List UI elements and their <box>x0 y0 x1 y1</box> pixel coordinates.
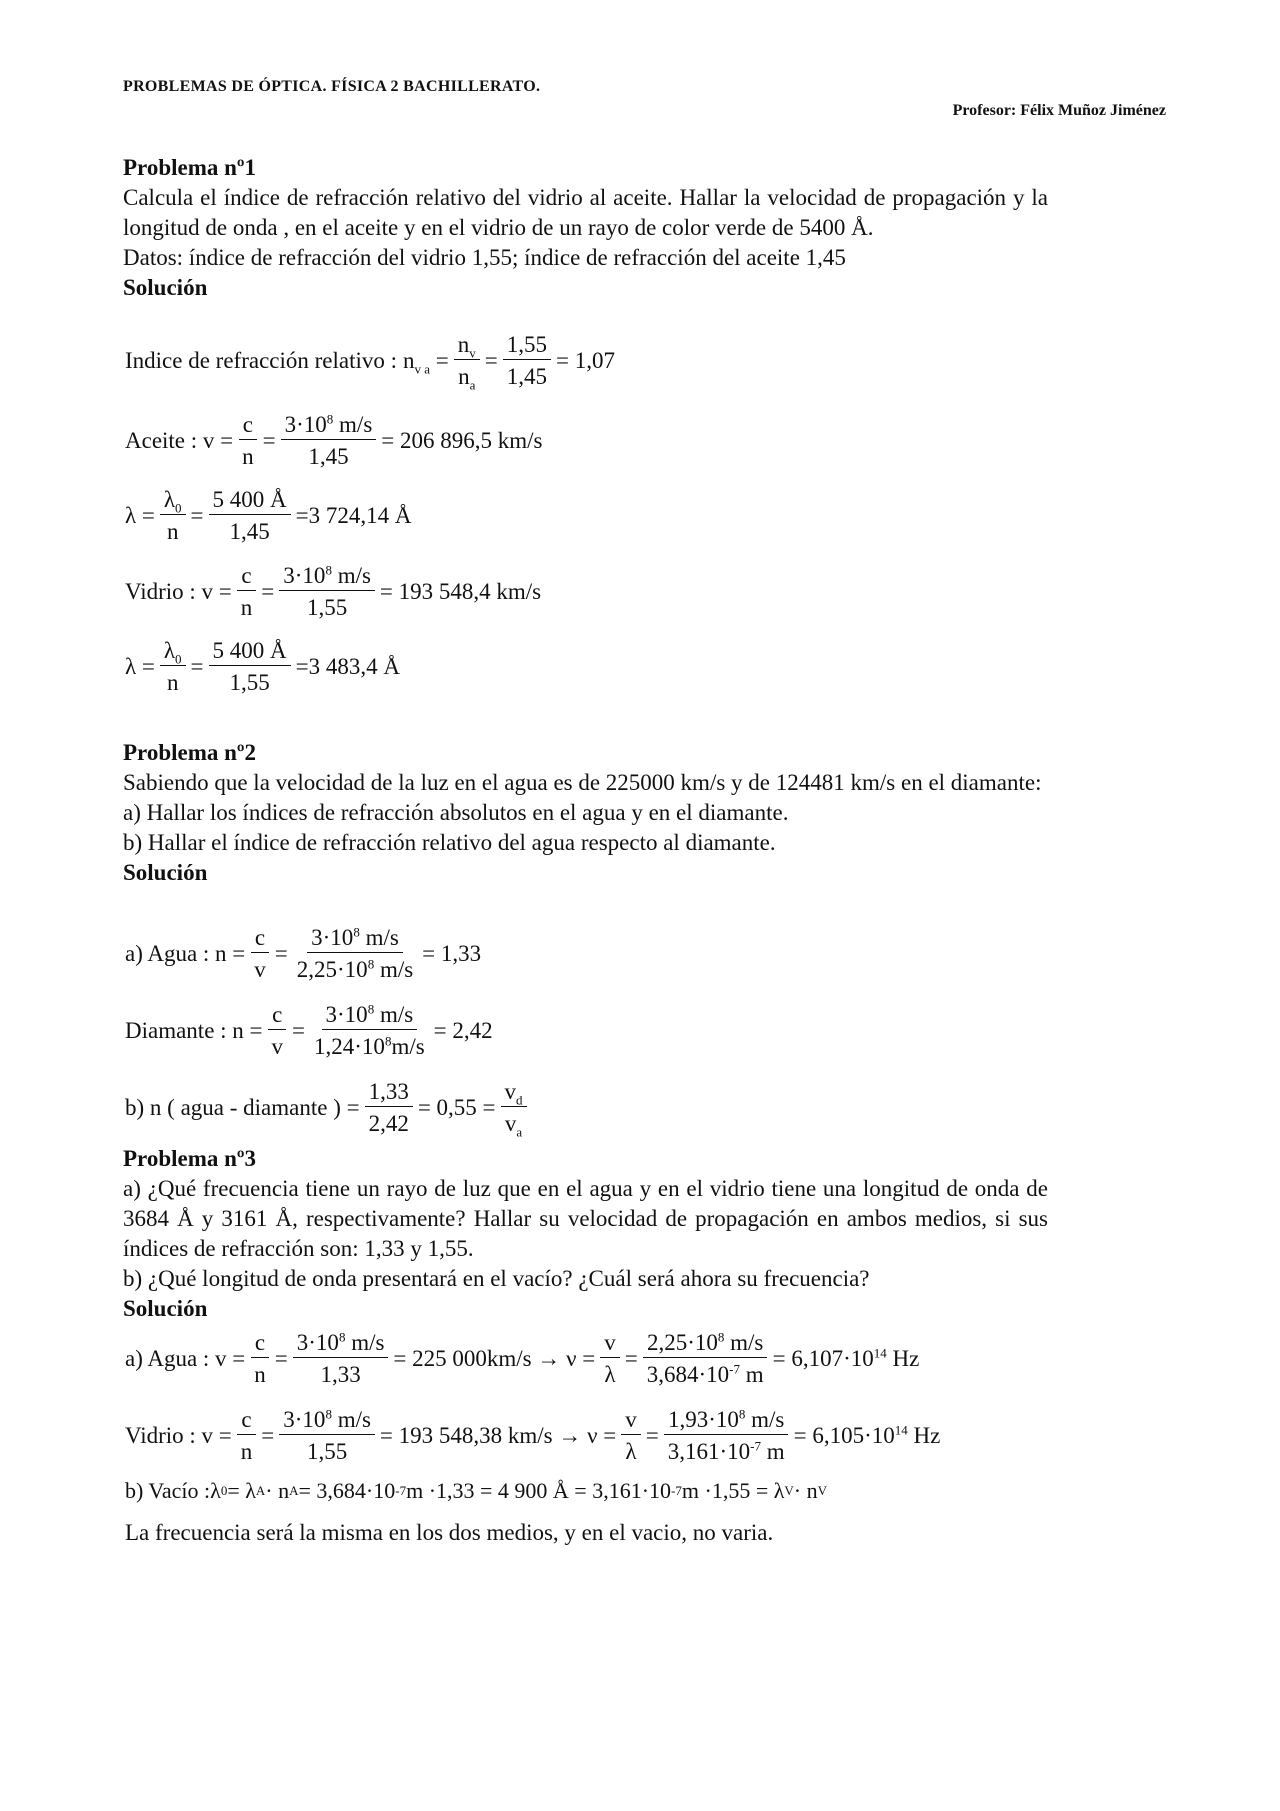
fraction: $\frac{c}{v}$ <box>268 1003 288 1058</box>
fraction: $\frac{\lambda_0}{n}$ <box>160 639 186 694</box>
eq-label: Diamante : n = <box>125 1017 263 1043</box>
eq-label: λ = <box>125 502 155 528</box>
fraction: $\frac{3\cdot 10^8 m/s}{1,24\cdot 10^8m/s}$ <box>314 1001 425 1059</box>
eq-intermediate: = 225 000km/s → ν = <box>393 1345 596 1371</box>
eq-result: = 2,42 <box>433 1017 493 1043</box>
fraction: $\frac{3\cdot 10^8 m/s}{1,33}$ <box>293 1331 389 1386</box>
problem-2-part-b: b) Hallar el índice de refracción relativo del agua respecto al diamante. <box>123 830 776 855</box>
problem-1-solution-label: Solución <box>123 275 208 300</box>
eq-result: =3 724,14 Å <box>295 502 412 528</box>
equation-relative-index: Indice de refracción relativo : $n_{v a}$ = $\frac{n_v}{n_a}$ = $\frac{1,55}{1,45}$ = 1,07 <box>125 332 615 393</box>
fraction: $\frac{1,55}{1,45}$ <box>503 333 551 388</box>
document-header-title: PROBLEMAS DE ÓPTICA. FÍSICA 2 BACHILLERATO. <box>123 78 541 95</box>
equation-diamond-index: Diamante : n = $\frac{c}{v}$ = $\frac{3\cdot 10^8 m/s}{1,24\cdot 10^8m/s}$ = 2,42 <box>125 1001 493 1059</box>
fraction: $\frac{c}{n}$ <box>250 1331 270 1386</box>
eq-result: = 0,55 = <box>417 1094 496 1120</box>
eq-label: b) n ( agua - diamante ) = <box>125 1094 360 1120</box>
problem-2-heading: Problema nº2 <box>123 740 257 765</box>
eq-label: a) Agua : v = <box>125 1345 246 1371</box>
problem-3-statement <box>123 1144 1048 1324</box>
fraction: $\frac{c}{n}$ <box>237 1408 257 1463</box>
eq-result: = 193 548,4 km/s <box>379 578 542 604</box>
professor-name: Profesor: Félix Muñoz Jiménez <box>952 102 1166 119</box>
fraction: $\frac{1,33}{2,42}$ <box>365 1080 413 1135</box>
equation-glass-wavelength: λ = $\frac{\lambda_0}{n}$ = $\frac{5 400 Å}{1,55}$ =3 483,4 Å <box>125 638 400 695</box>
fraction: $\frac{1,93\cdot 10^8 m/s}{3,161\cdot 10^{-7} m}$ <box>664 1408 789 1463</box>
eq-label: λ = <box>125 653 155 679</box>
problem-3-heading: Problema nº3 <box>123 1146 257 1171</box>
fraction: $\frac{2,25\cdot 10^8 m/s}{3,684\cdot 10^{-7} m}$ <box>643 1331 768 1386</box>
fraction: $\frac{3\cdot 10^8 m/s}{2,25\cdot 10^8 m/s}$ <box>296 924 414 982</box>
equation-glass-velocity: Vidrio : v = $\frac{c}{n}$ = $\frac{3\cdot 10^8 m/s}{1,55}$ = 193 548,4 km/s <box>125 562 542 620</box>
equation-relative-water-diamond <box>125 1079 532 1140</box>
eq-result: = 1,33 <box>422 940 482 966</box>
problem-2-solution-label: Solución <box>123 860 208 885</box>
eq-label: Vidrio : v = <box>125 1422 232 1448</box>
fraction: $\frac{n_v}{n_a}$ <box>454 333 480 388</box>
fraction: $\frac{\lambda_0}{n}$ <box>160 488 186 543</box>
equation-oil-velocity: Aceite : v = $\frac{c}{n}$ = $\frac{3\cdot 10^8 m/s}{1,45}$ = 206 896,5 km/s <box>125 411 543 469</box>
problem-3-part-b: b) ¿Qué longitud de onda presentará en el vacío? ¿Cuál será ahora su frecuencia? <box>123 1266 870 1291</box>
eq-intermediate: = 193 548,38 km/s → ν = <box>379 1422 617 1448</box>
eq-result: = $6,105\cdot 10^{14}$ Hz <box>793 1421 941 1448</box>
problem-1-data: Datos: índice de refracción del vidrio 1,55; índice de refracción del aceite 1,45 <box>123 245 846 270</box>
eq-result: = $6,107\cdot 10^{14}$ Hz <box>772 1344 920 1371</box>
fraction: $\frac{5 400 Å}{1,45}$ <box>209 488 291 543</box>
fraction: $\frac{3\cdot 10^8 m/s}{1,45}$ <box>281 413 377 468</box>
fraction: $\frac{3\cdot 10^8 m/s}{1,55}$ <box>279 564 375 619</box>
fraction: $\frac{v}{\lambda}$ <box>600 1331 620 1386</box>
equation-oil-wavelength: λ = $\frac{\lambda_0}{n}$ = $\frac{5 400 Å}{1,45}$ =3 724,14 Å <box>125 487 412 544</box>
problem-2-statement <box>123 738 1048 888</box>
eq-result: = 206 896,5 km/s <box>381 427 543 453</box>
fraction: $\frac{5 400 Å}{1,55}$ <box>209 639 291 694</box>
problem-2-part-a: a) Hallar los índices de refracción absolutos en el agua y en el diamante. <box>123 800 789 825</box>
fraction: $\frac{c}{n}$ <box>238 413 258 468</box>
eq-result: = 1,07 <box>556 347 615 373</box>
eq-lhs: $n_{v a}$ <box>403 347 431 377</box>
problem-3-conclusion: La frecuencia será la misma en los dos medios, y en el vacio, no varia. <box>125 1520 774 1545</box>
problem-2-text: Sabiendo que la velocidad de la luz en el agua es de 225000 km/s y de 124481 km/s en el diamante: <box>123 770 1042 795</box>
problem-1-statement <box>123 153 1048 303</box>
fraction: $\frac{c}{n}$ <box>237 564 257 619</box>
fraction: $\frac{3\cdot 10^8 m/s}{1,55}$ <box>279 1408 375 1463</box>
eq-label: Vidrio : v = <box>125 578 232 604</box>
eq-label: Indice de refracción relativo : <box>125 347 398 373</box>
fraction: $\frac{v_d}{v_a}$ <box>501 1080 527 1135</box>
fraction: $\frac{v}{\lambda}$ <box>621 1408 641 1463</box>
fraction: $\frac{c}{v}$ <box>250 926 270 981</box>
problem-1-text: Calcula el índice de refracción relativo del vidrio al aceite. Hallar la velocidad de propagación y la longitud de onda , en el aceite y en el vidrio de un rayo de color verde de 5400 Å. <box>123 185 1048 240</box>
eq-label: a) Agua : n = <box>125 940 246 966</box>
equation-water-index: a) Agua : n = $\frac{c}{v}$ = $\frac{3\cdot 10^8 m/s}{2,25\cdot 10^8 m/s}$ = 1,33 <box>125 924 482 982</box>
problem-1-heading: Problema nº1 <box>123 155 257 180</box>
problem-3-part-a: a) ¿Qué frecuencia tiene un rayo de luz que en el agua y en el vidrio tiene una longitud de onda de 3684 Å y 3161 Å, respectivamente? Hallar su velocidad de propagación en ambos medios, si sus índices de refracción son: 1,33 y 1,55. <box>123 1176 1048 1261</box>
equation-vacuum-wavelength: b) Vacío :λ 0 = λ A · n A = 3,684·10 -7 m ·1,33 = 4 900 Å = 3,161·10 -7 m ·1,55 = λ V · n V <box>125 1478 828 1503</box>
eq-result: =3 483,4 Å <box>295 653 400 679</box>
equation-water-frequency: a) Agua : v = $\frac{c}{n}$ = $\frac{3\cdot 10^8 m/s}{1,33}$ = 225 000km/s → ν = $\frac{v}{\lambda}$ = $\frac{2,25\cdot 10^8 m/s}{3,684\cdot 10^{-7} m}$ = $6,107\cdot 10^{14}$ Hz <box>125 1329 920 1387</box>
equation-glass-frequency: Vidrio : v = $\frac{c}{n}$ = $\frac{3\cdot 10^8 m/s}{1,55}$ = 193 548,38 km/s → ν = $\frac{v}{\lambda}$ = $\frac{1,93\cdot 10^8 m/s}{3,161\cdot 10^{-7} m}$ = $6,105\cdot 10^{14}$ Hz <box>125 1406 941 1464</box>
eq-label: Aceite : v = <box>125 427 234 453</box>
problem-3-solution-label: Solución <box>123 1296 208 1321</box>
